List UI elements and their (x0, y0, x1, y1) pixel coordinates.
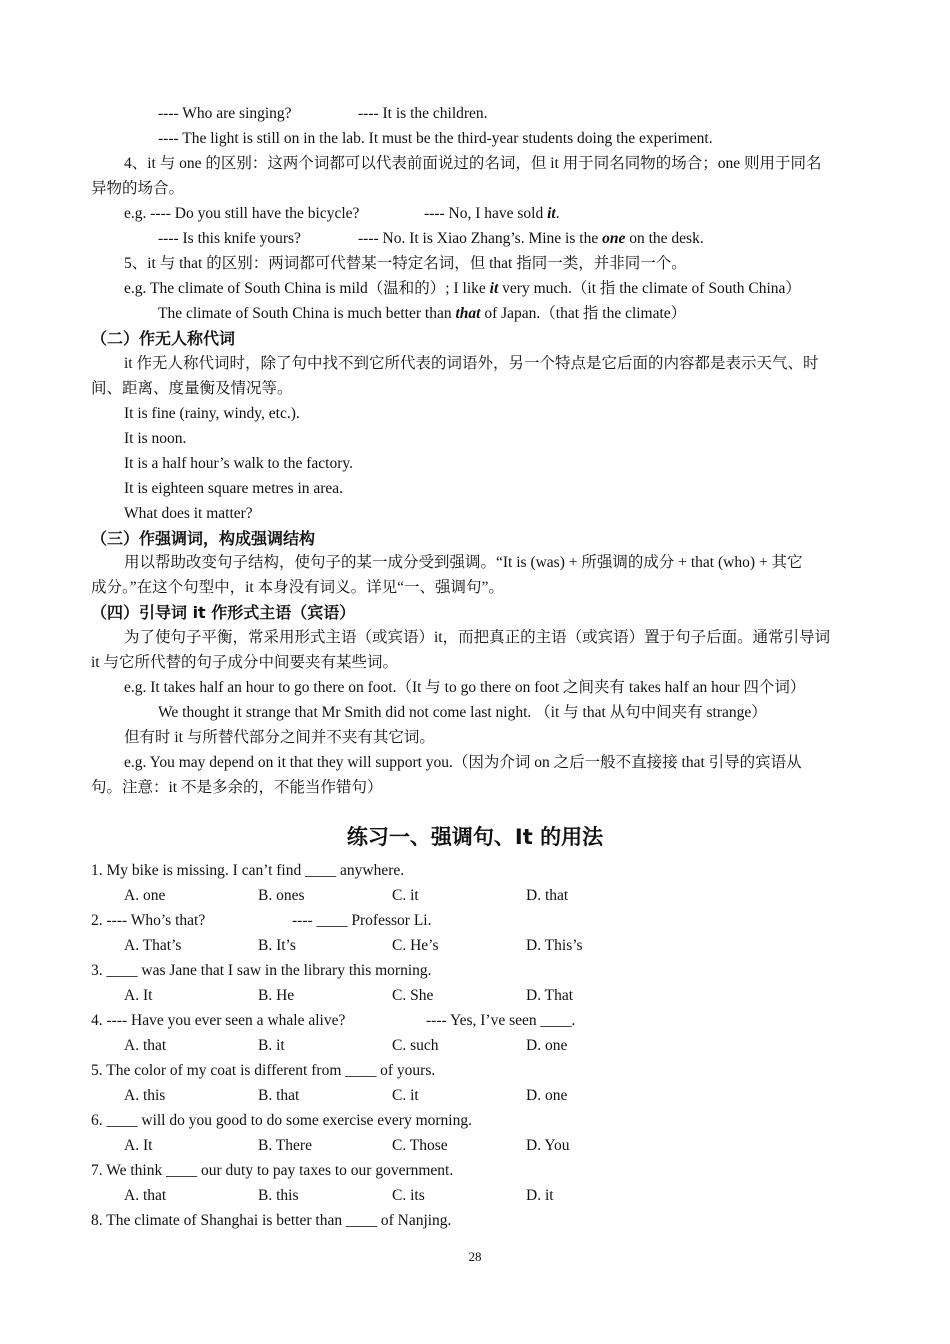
page-number: 28 (468, 1249, 482, 1264)
option-d: D. one (526, 1087, 568, 1104)
section4-eg3: e.g. You may depend on it that they will support you.（因为介词 on 之后一般不直接接 that 引导的宾语从 (124, 754, 802, 771)
point4-eg1-answer: ---- No, I have sold it. (424, 205, 560, 222)
option-a: A. that (124, 1187, 167, 1204)
section2-paragraph-cont: 间、距离、度量衡及情况等。 (91, 380, 293, 397)
section4-heading: （四）引导词 it 作形式主语（宾语） (91, 603, 356, 622)
option-d: D. That (526, 987, 574, 1004)
option-c: C. its (392, 1187, 425, 1204)
option-a: A. It (124, 987, 153, 1004)
section4-paragraph-cont: it 与它所代替的句子成分中间要夹有某些词。 (91, 654, 398, 671)
option-d: D. You (526, 1137, 570, 1154)
option-d: D. This’s (526, 937, 583, 954)
option-c: C. She (392, 987, 434, 1004)
option-b: B. ones (258, 887, 305, 904)
option-b: B. that (258, 1087, 300, 1104)
section4-eg2: We thought it strange that Mr Smith did not come last night. （it 与 that 从句中间夹有 strange） (158, 704, 767, 721)
section2-example: What does it matter? (124, 505, 253, 522)
section2-example: It is fine (rainy, windy, etc.). (124, 405, 300, 422)
option-c: C. Those (392, 1137, 448, 1154)
option-c: C. such (392, 1037, 439, 1054)
option-b: B. it (258, 1037, 285, 1054)
option-d: D. one (526, 1037, 568, 1054)
option-c: C. it (392, 887, 419, 904)
question-2: 2. ---- Who’s that? (91, 912, 206, 929)
section3-paragraph-cont: 成分。”在这个句型中，it 本身没有词义。详见“一、强调句”。 (91, 579, 504, 596)
option-a: A. this (124, 1087, 166, 1104)
option-b: B. It’s (258, 937, 296, 954)
option-b: B. He (258, 987, 295, 1004)
question-4-reply: ---- Yes, I’ve seen ____. (426, 1012, 576, 1029)
section2-example: It is noon. (124, 430, 187, 447)
option-d: D. that (526, 887, 569, 904)
option-a: A. one (124, 887, 166, 904)
section2-example: It is a half hour’s walk to the factory. (124, 455, 353, 472)
option-b: B. There (258, 1137, 312, 1154)
point5-eg2: The climate of South China is much better than that of Japan.（that 指 the climate） (158, 305, 687, 322)
point4-text-cont: 异物的场合。 (91, 180, 185, 197)
section3-paragraph: 用以帮助改变句子结构，使句子的某一成分受到强调。“It is (was) + 所强调的成分 + that (who) + 其它 (124, 554, 803, 571)
question-7: 7. We think ____ our duty to pay taxes to our government. (91, 1162, 454, 1179)
point5-eg1: e.g. The climate of South China is mild（温和的）; I like it very much.（it 指 the climate of South China） (124, 280, 801, 297)
point5-text: 5、it 与 that 的区别：两词都可代替某一特定名词，但 that 指同一类，并非同一个。 (124, 255, 687, 272)
question-2-reply: ---- ____ Professor Li. (292, 912, 432, 929)
section2-heading: （二）作无人称代词 (91, 329, 236, 348)
point4-eg2-answer: ---- No. It is Xiao Zhang’s. Mine is the one on the desk. (358, 230, 704, 247)
dialog-question: ---- Who are singing? (158, 105, 292, 122)
section4-eg3-cont: 句。注意：it 不是多余的，不能当作错句） (91, 779, 383, 796)
option-d: D. it (526, 1187, 554, 1204)
option-a: A. It (124, 1137, 153, 1154)
question-6: 6. ____ will do you good to do some exercise every morning. (91, 1112, 472, 1129)
section3-heading: （三）作强调词，构成强调结构 (91, 529, 316, 548)
question-1: 1. My bike is missing. I can’t find ____ anywhere. (91, 862, 405, 879)
option-b: B. this (258, 1187, 299, 1204)
point4-eg1-question: e.g. ---- Do you still have the bicycle? (124, 205, 360, 222)
exercise-title: 练习一、强调句、It 的用法 (346, 825, 604, 849)
section4-eg1: e.g. It takes half an hour to go there on foot.（It 与 to go there on foot 之间夹有 takes half an hour 四个词） (124, 679, 806, 696)
question-3: 3. ____ was Jane that I saw in the library this morning. (91, 962, 432, 979)
question-8: 8. The climate of Shanghai is better than ____ of Nanjing. (91, 1212, 452, 1229)
section2-paragraph: it 作无人称代词时，除了句中找不到它所代表的词语外，另一个特点是它后面的内容都是表示天气、时 (124, 355, 819, 372)
section2-example: It is eighteen square metres in area. (124, 480, 344, 497)
dialog-line: ---- The light is still on in the lab. It must be the third-year students doing the experiment. (158, 130, 713, 147)
question-5: 5. The color of my coat is different from ____ of yours. (91, 1062, 436, 1079)
option-c: C. it (392, 1087, 419, 1104)
option-a: A. That’s (124, 937, 182, 954)
section4-paragraph2: 但有时 it 与所替代部分之间并不夹有其它词。 (124, 729, 435, 746)
point4-text: 4、it 与 one 的区别：这两个词都可以代表前面说过的名词，但 it 用于同名同物的场合；one 则用于同名 (124, 155, 822, 172)
section4-paragraph: 为了使句子平衡，常采用形式主语（或宾语）it，而把真正的主语（或宾语）置于句子后面。通常引导词 (124, 629, 831, 646)
option-c: C. He’s (392, 937, 439, 954)
dialog-answer: ---- It is the children. (358, 105, 488, 122)
question-4: 4. ---- Have you ever seen a whale alive? (91, 1012, 346, 1029)
point4-eg2-question: ---- Is this knife yours? (158, 230, 301, 247)
option-a: A. that (124, 1037, 167, 1054)
